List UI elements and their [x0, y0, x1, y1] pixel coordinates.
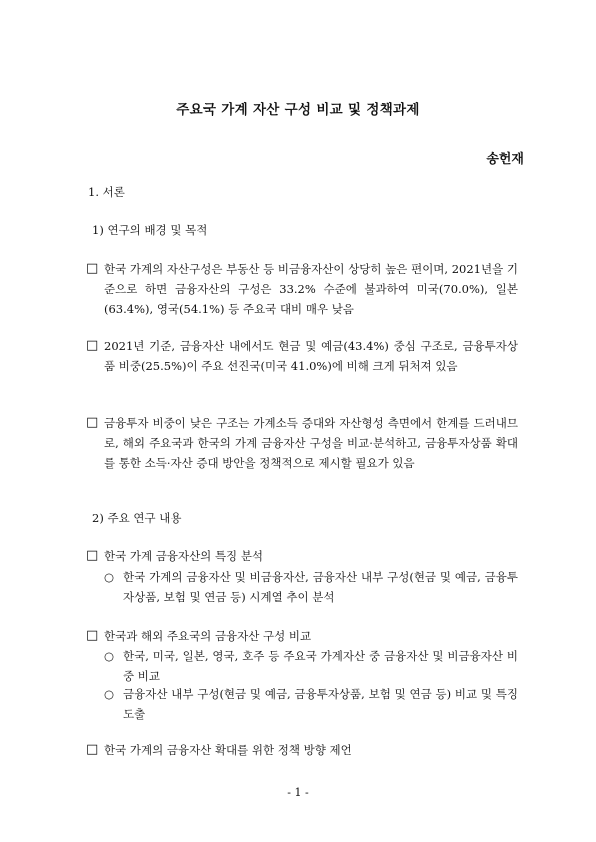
square-bullet-icon: □ [86, 338, 99, 353]
paragraph-bullet [86, 546, 518, 566]
paragraph-text: 한국 가계 금융자산의 특징 분석 [104, 549, 264, 563]
paragraph-bullet [86, 259, 518, 319]
page-number: - 1 - [287, 786, 309, 799]
sub-bullet [104, 684, 518, 724]
paragraph-bullet [86, 740, 518, 760]
square-bullet-icon: □ [86, 548, 99, 563]
paragraph-text: 한국과 해외 주요국의 금융자산 구성 비교 [104, 629, 312, 643]
sub-bullet-text: 금융자산 내부 구성(현금 및 예금, 금융투자상품, 보험 및 연금 등) 비교 및 특징 도출 [123, 687, 518, 721]
paragraph-text: 한국 가계의 금융자산 확대를 위한 정책 방향 제언 [104, 743, 352, 757]
circle-bullet-icon: ○ [104, 649, 115, 663]
author-name: 송헌재 [486, 152, 524, 167]
paragraph-text: 한국 가계의 자산구성은 부동산 등 비금융자산이 상당히 높은 편이며, 2021년을 기준으로 하면 금융자산의 구성은 33.2% 수준에 불과하여 미국(70.0%), 일본(63.4%), 영국(54.1%) 등 주요국 대비 매우 낮음 [104, 262, 518, 316]
paragraph-bullet [86, 413, 518, 473]
square-bullet-icon: □ [86, 415, 99, 430]
square-bullet-icon: □ [86, 261, 99, 276]
paragraph-text: 2021년 기준, 금융자산 내에서도 현금 및 예금(43.4%) 중심 구조로, 금융투자상품 비중(25.5%)이 주요 선진국(미국 41.0%)에 비해 크게 뒤처져 있음 [104, 339, 518, 373]
subsection-heading-research-content: 2) 주요 연구 내용 [92, 511, 182, 525]
document-title: 주요국 가계 자산 구성 비교 및 정책과제 [176, 102, 420, 118]
paragraph-text: 금융투자 비중이 낮은 구조는 가계소득 증대와 자산형성 측면에서 한계를 드러내므로, 해외 주요국과 한국의 가계 금융자산 구성을 비교·분석하고, 금융투자상품 확대를 통한 소득·자산 증대 방안을 정책적으로 제시할 필요가 있음 [104, 416, 518, 470]
paragraph-bullet [86, 626, 518, 646]
square-bullet-icon: □ [86, 742, 99, 757]
sub-bullet [104, 646, 518, 686]
paragraph-bullet [86, 336, 518, 376]
circle-bullet-icon: ○ [104, 570, 115, 584]
sub-bullet-text: 한국, 미국, 일본, 영국, 호주 등 주요국 가계자산 중 금융자산 및 비금융자산 비중 비교 [123, 649, 518, 683]
subsection-heading-background: 1) 연구의 배경 및 목적 [92, 223, 208, 237]
section-heading-introduction: 1. 서론 [88, 185, 125, 199]
sub-bullet [104, 567, 518, 607]
square-bullet-icon: □ [86, 628, 99, 643]
sub-bullet-text: 한국 가계의 금융자산 및 비금융자산, 금융자산 내부 구성(현금 및 예금, 금융투자상품, 보험 및 연금 등) 시계열 추이 분석 [123, 570, 518, 604]
circle-bullet-icon: ○ [104, 687, 115, 701]
